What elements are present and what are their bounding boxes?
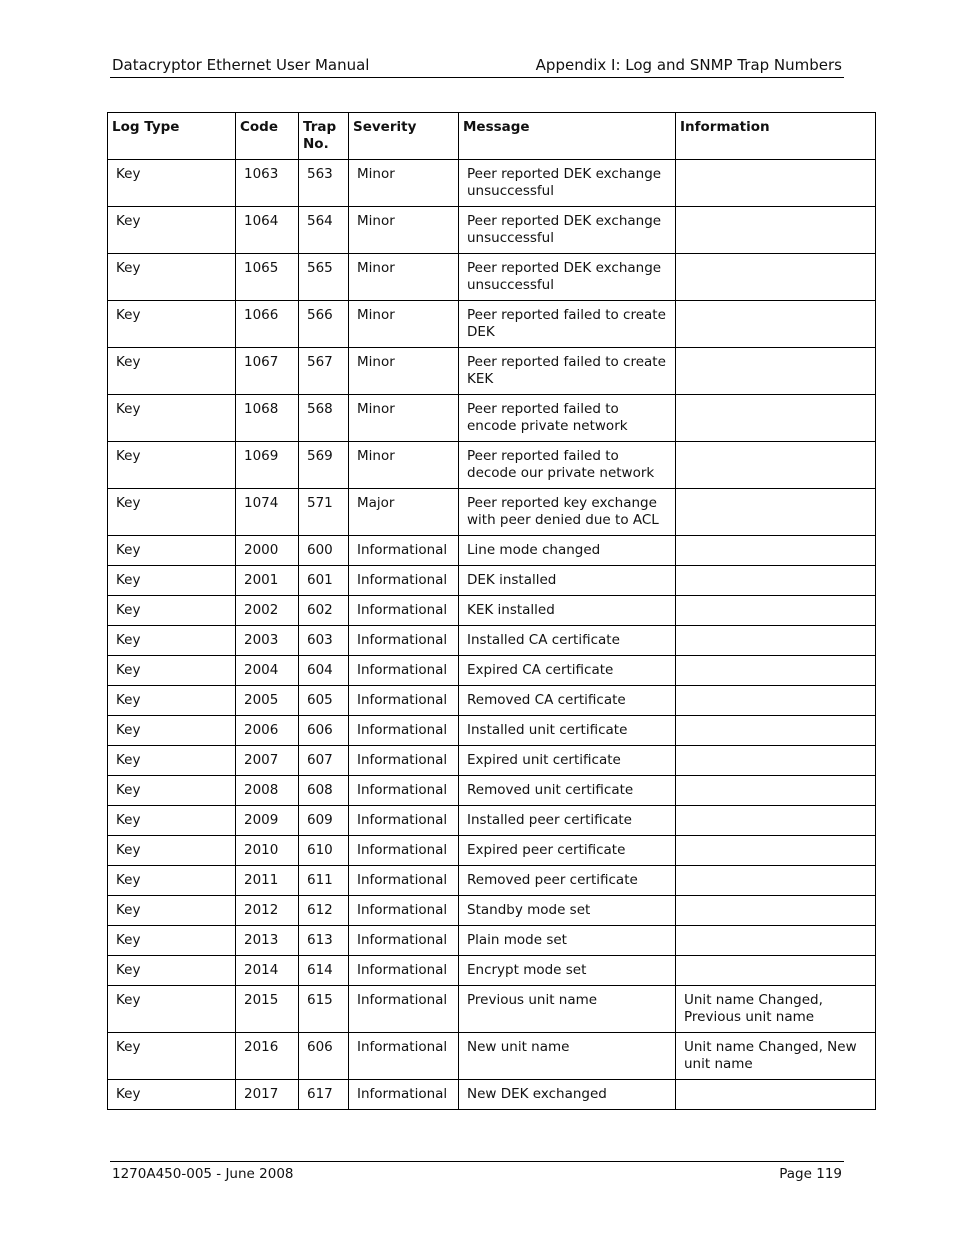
cell-information — [676, 301, 876, 348]
cell-trap-no: 604 — [299, 656, 349, 686]
cell-log-type: Key — [108, 866, 236, 896]
column-header-log-type: Log Type — [108, 113, 236, 160]
cell-information — [676, 442, 876, 489]
cell-log-type: Key — [108, 746, 236, 776]
cell-code: 2014 — [236, 956, 299, 986]
table-body — [108, 160, 876, 1110]
cell-trap-no: 606 — [299, 1033, 349, 1080]
cell-message: Peer reported DEK exchange unsuccessful — [459, 160, 676, 207]
cell-code: 1069 — [236, 442, 299, 489]
cell-trap-no: 569 — [299, 442, 349, 489]
column-header-severity: Severity — [349, 113, 459, 160]
table-row — [108, 207, 876, 254]
cell-severity: Informational — [349, 896, 459, 926]
table-row — [108, 254, 876, 301]
table-row — [108, 442, 876, 489]
cell-code: 1074 — [236, 489, 299, 536]
cell-code: 2003 — [236, 626, 299, 656]
cell-trap-no: 566 — [299, 301, 349, 348]
cell-trap-no: 603 — [299, 626, 349, 656]
table-row — [108, 776, 876, 806]
cell-trap-no: 563 — [299, 160, 349, 207]
cell-log-type: Key — [108, 395, 236, 442]
cell-severity: Informational — [349, 656, 459, 686]
cell-log-type: Key — [108, 686, 236, 716]
cell-trap-no: 567 — [299, 348, 349, 395]
cell-trap-no: 613 — [299, 926, 349, 956]
cell-log-type: Key — [108, 806, 236, 836]
cell-trap-no: 617 — [299, 1080, 349, 1110]
table-row — [108, 746, 876, 776]
page-footer — [110, 1161, 844, 1182]
cell-severity: Minor — [349, 160, 459, 207]
table-row — [108, 836, 876, 866]
cell-information: Unit name Changed, Previous unit name — [676, 986, 876, 1033]
cell-information — [676, 686, 876, 716]
cell-trap-no: 565 — [299, 254, 349, 301]
cell-trap-no: 612 — [299, 896, 349, 926]
table-row — [108, 986, 876, 1033]
table-row — [108, 596, 876, 626]
table-row — [108, 160, 876, 207]
cell-information — [676, 956, 876, 986]
section-title: Appendix I: Log and SNMP Trap Numbers — [535, 56, 842, 74]
cell-code: 2005 — [236, 686, 299, 716]
cell-information — [676, 489, 876, 536]
cell-log-type: Key — [108, 896, 236, 926]
cell-severity: Informational — [349, 926, 459, 956]
cell-information — [676, 566, 876, 596]
cell-log-type: Key — [108, 926, 236, 956]
cell-severity: Informational — [349, 1033, 459, 1080]
cell-information — [676, 1080, 876, 1110]
table-row — [108, 866, 876, 896]
cell-trap-no: 606 — [299, 716, 349, 746]
cell-code: 2008 — [236, 776, 299, 806]
cell-information — [676, 536, 876, 566]
cell-severity: Informational — [349, 686, 459, 716]
cell-log-type: Key — [108, 442, 236, 489]
cell-information — [676, 866, 876, 896]
cell-code: 2001 — [236, 566, 299, 596]
cell-log-type: Key — [108, 1080, 236, 1110]
cell-message: Peer reported failed to decode our private network — [459, 442, 676, 489]
cell-log-type: Key — [108, 566, 236, 596]
cell-message: Expired unit certificate — [459, 746, 676, 776]
table-row — [108, 686, 876, 716]
cell-code: 2000 — [236, 536, 299, 566]
cell-log-type: Key — [108, 836, 236, 866]
cell-trap-no: 564 — [299, 207, 349, 254]
cell-information — [676, 776, 876, 806]
cell-message: Peer reported failed to encode private network — [459, 395, 676, 442]
cell-log-type: Key — [108, 254, 236, 301]
cell-message: Removed CA certificate — [459, 686, 676, 716]
table-row — [108, 656, 876, 686]
cell-message: Line mode changed — [459, 536, 676, 566]
cell-code: 2017 — [236, 1080, 299, 1110]
cell-information — [676, 254, 876, 301]
cell-severity: Minor — [349, 442, 459, 489]
table-row — [108, 716, 876, 746]
table-row — [108, 626, 876, 656]
cell-code: 1064 — [236, 207, 299, 254]
cell-trap-no: 609 — [299, 806, 349, 836]
table-row — [108, 956, 876, 986]
cell-trap-no: 610 — [299, 836, 349, 866]
cell-message: Removed peer certificate — [459, 866, 676, 896]
cell-log-type: Key — [108, 596, 236, 626]
cell-severity: Minor — [349, 254, 459, 301]
cell-information — [676, 207, 876, 254]
cell-severity: Informational — [349, 956, 459, 986]
cell-severity: Informational — [349, 716, 459, 746]
cell-code: 2016 — [236, 1033, 299, 1080]
cell-severity: Informational — [349, 806, 459, 836]
cell-message: Peer reported failed to create KEK — [459, 348, 676, 395]
cell-message: Expired peer certificate — [459, 836, 676, 866]
cell-information — [676, 395, 876, 442]
cell-log-type: Key — [108, 489, 236, 536]
cell-trap-no: 600 — [299, 536, 349, 566]
page-number: Page 119 — [779, 1166, 842, 1182]
cell-information — [676, 746, 876, 776]
cell-message: Encrypt mode set — [459, 956, 676, 986]
cell-log-type: Key — [108, 536, 236, 566]
log-trap-table — [107, 112, 876, 1110]
table-row — [108, 348, 876, 395]
column-header-information: Information — [676, 113, 876, 160]
document-number: 1270A450-005 - June 2008 — [112, 1166, 294, 1182]
cell-code: 1066 — [236, 301, 299, 348]
cell-code: 2002 — [236, 596, 299, 626]
cell-severity: Informational — [349, 866, 459, 896]
cell-message: Plain mode set — [459, 926, 676, 956]
cell-information — [676, 806, 876, 836]
cell-trap-no: 602 — [299, 596, 349, 626]
cell-information — [676, 626, 876, 656]
table-row — [108, 301, 876, 348]
cell-trap-no: 568 — [299, 395, 349, 442]
cell-message: New unit name — [459, 1033, 676, 1080]
cell-severity: Informational — [349, 1080, 459, 1110]
cell-code: 2006 — [236, 716, 299, 746]
cell-message: Previous unit name — [459, 986, 676, 1033]
page-header — [110, 56, 844, 78]
cell-message: Peer reported key exchange with peer denied due to ACL — [459, 489, 676, 536]
cell-information — [676, 596, 876, 626]
cell-message: DEK installed — [459, 566, 676, 596]
cell-trap-no: 607 — [299, 746, 349, 776]
cell-log-type: Key — [108, 986, 236, 1033]
cell-information — [676, 716, 876, 746]
cell-message: Peer reported DEK exchange unsuccessful — [459, 254, 676, 301]
table-row — [108, 926, 876, 956]
cell-severity: Informational — [349, 596, 459, 626]
cell-code: 1065 — [236, 254, 299, 301]
cell-trap-no: 571 — [299, 489, 349, 536]
cell-code: 2011 — [236, 866, 299, 896]
cell-message: Installed unit certificate — [459, 716, 676, 746]
cell-severity: Informational — [349, 626, 459, 656]
cell-log-type: Key — [108, 656, 236, 686]
cell-information: Unit name Changed, New unit name — [676, 1033, 876, 1080]
cell-message: Installed CA certificate — [459, 626, 676, 656]
cell-severity: Minor — [349, 395, 459, 442]
cell-information — [676, 656, 876, 686]
cell-code: 1068 — [236, 395, 299, 442]
cell-severity: Informational — [349, 566, 459, 596]
cell-information — [676, 348, 876, 395]
table-row — [108, 896, 876, 926]
table-row — [108, 566, 876, 596]
table-row — [108, 395, 876, 442]
cell-trap-no: 611 — [299, 866, 349, 896]
cell-code: 1067 — [236, 348, 299, 395]
manual-title: Datacryptor Ethernet User Manual — [112, 56, 370, 74]
cell-log-type: Key — [108, 776, 236, 806]
cell-severity: Informational — [349, 776, 459, 806]
cell-message: Peer reported failed to create DEK — [459, 301, 676, 348]
cell-code: 2013 — [236, 926, 299, 956]
cell-log-type: Key — [108, 956, 236, 986]
cell-severity: Informational — [349, 746, 459, 776]
cell-severity: Informational — [349, 536, 459, 566]
table-row — [108, 536, 876, 566]
cell-code: 2007 — [236, 746, 299, 776]
cell-trap-no: 605 — [299, 686, 349, 716]
cell-log-type: Key — [108, 207, 236, 254]
column-header-code: Code — [236, 113, 299, 160]
cell-code: 2015 — [236, 986, 299, 1033]
cell-log-type: Key — [108, 1033, 236, 1080]
cell-message: New DEK exchanged — [459, 1080, 676, 1110]
column-header-message: Message — [459, 113, 676, 160]
cell-log-type: Key — [108, 301, 236, 348]
cell-message: Removed unit certificate — [459, 776, 676, 806]
cell-severity: Minor — [349, 348, 459, 395]
table-row — [108, 489, 876, 536]
cell-message: Peer reported DEK exchange unsuccessful — [459, 207, 676, 254]
table-row — [108, 1033, 876, 1080]
cell-code: 2010 — [236, 836, 299, 866]
table-header-row — [108, 113, 876, 160]
cell-trap-no: 615 — [299, 986, 349, 1033]
cell-information — [676, 160, 876, 207]
cell-information — [676, 926, 876, 956]
cell-code: 2009 — [236, 806, 299, 836]
cell-message: Standby mode set — [459, 896, 676, 926]
cell-severity: Minor — [349, 207, 459, 254]
cell-code: 1063 — [236, 160, 299, 207]
cell-severity: Informational — [349, 836, 459, 866]
cell-information — [676, 896, 876, 926]
cell-information — [676, 836, 876, 866]
cell-severity: Major — [349, 489, 459, 536]
cell-trap-no: 601 — [299, 566, 349, 596]
table-row — [108, 1080, 876, 1110]
cell-code: 2004 — [236, 656, 299, 686]
column-header-trap-no: Trap No. — [299, 113, 349, 160]
cell-trap-no: 614 — [299, 956, 349, 986]
cell-log-type: Key — [108, 716, 236, 746]
cell-trap-no: 608 — [299, 776, 349, 806]
cell-severity: Minor — [349, 301, 459, 348]
cell-severity: Informational — [349, 986, 459, 1033]
cell-message: Installed peer certificate — [459, 806, 676, 836]
cell-log-type: Key — [108, 626, 236, 656]
cell-log-type: Key — [108, 348, 236, 395]
cell-code: 2012 — [236, 896, 299, 926]
cell-message: Expired CA certificate — [459, 656, 676, 686]
cell-message: KEK installed — [459, 596, 676, 626]
cell-log-type: Key — [108, 160, 236, 207]
table-row — [108, 806, 876, 836]
